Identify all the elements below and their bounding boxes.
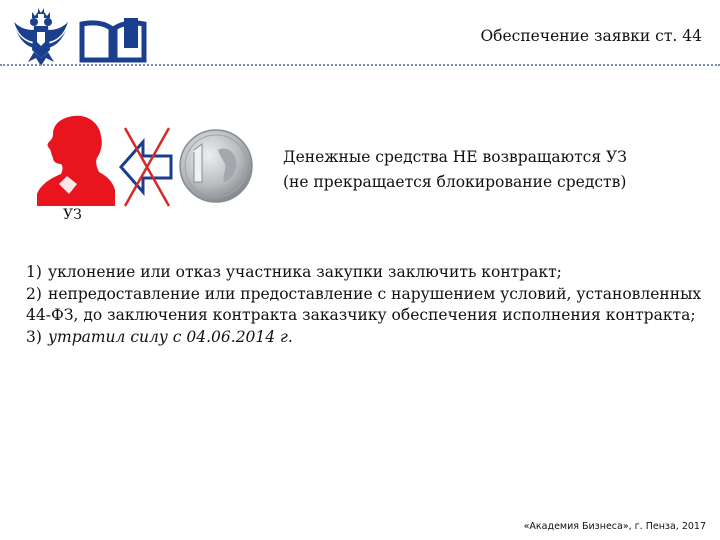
participant-label: УЗ [63, 207, 82, 223]
item-number: 3) [26, 327, 42, 346]
header-divider [0, 64, 720, 66]
list-item [26, 284, 706, 327]
item-number: 2) [26, 284, 42, 303]
item-number: 1) [26, 263, 42, 281]
arrow-left-icon [113, 124, 183, 210]
person-silhouette-icon [37, 114, 115, 206]
refund-message [283, 145, 627, 195]
message-line-1: Денежные средства НЕ возвращаются УЗ [283, 148, 627, 166]
item-text: утратил силу с 04.06.2014 г. [48, 327, 293, 346]
item-text: уклонение или отказ участника закупки заключить контракт; [48, 263, 562, 281]
footer-credit: «Академия Бизнеса», г. Пенза, 2017 [523, 521, 706, 532]
russian-eagle-emblem-icon [10, 8, 72, 70]
message-line-2: (не прекращается блокирование средств) [283, 173, 627, 191]
list-item [26, 262, 706, 284]
open-book-logo-icon [78, 14, 148, 66]
page-title: Обеспечение заявки ст. 44 [480, 27, 702, 45]
item-text: непредоставление или предоставление с нарушением условий, установленных 44-ФЗ, до заключения контракта заказчику обеспечения исполнения контракта; [26, 284, 702, 324]
reasons-list [26, 262, 706, 348]
list-item [26, 327, 706, 349]
ruble-coin-icon [178, 128, 254, 204]
